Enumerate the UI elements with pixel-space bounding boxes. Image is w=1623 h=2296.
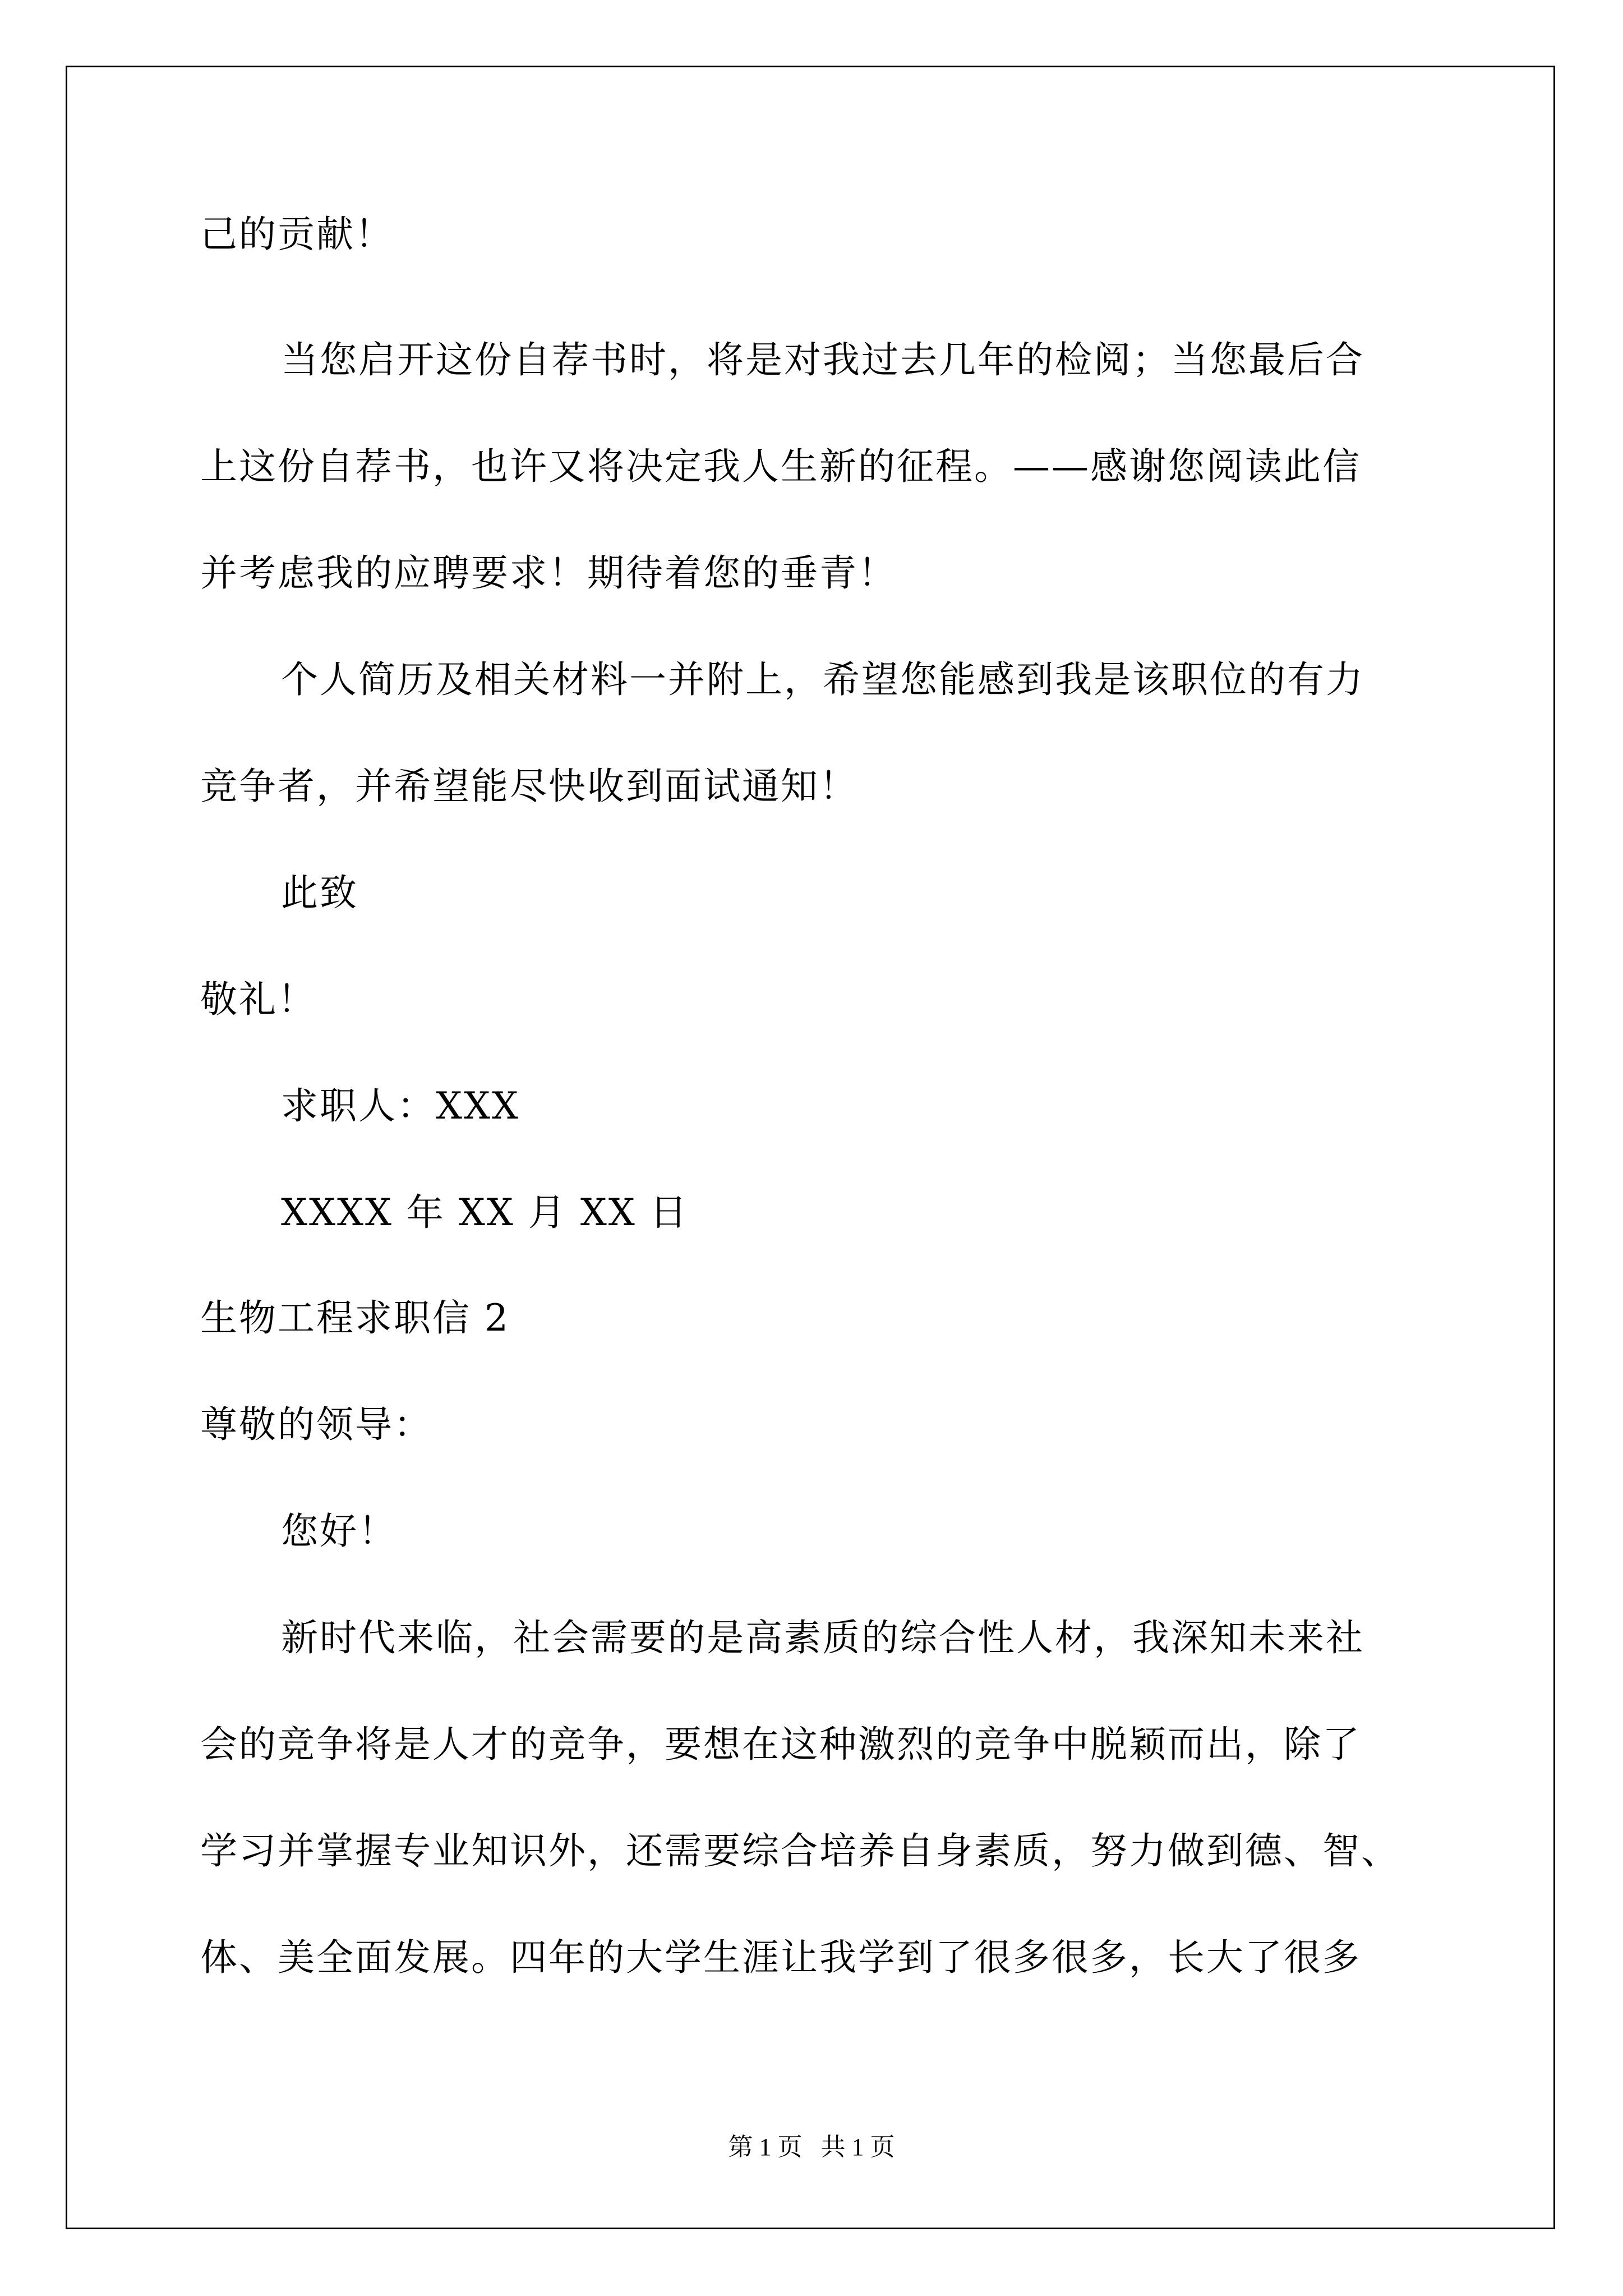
text-line: 此致 (281, 871, 358, 914)
text-line: 求职人：XXX (281, 1084, 520, 1128)
text-line: 您好！ (281, 1510, 397, 1553)
text-line: 己的贡献！ (200, 213, 394, 256)
text-line: 新时代来临，社会需要的是高素质的综合性人材，我深知未来社 (281, 1616, 1364, 1659)
text-line: 竞争者，并希望能尽快收到面试通知！ (200, 765, 858, 808)
page-number: 第 1 页 共 1 页 (728, 2133, 895, 2161)
section-heading: 生物工程求职信 2 (200, 1296, 510, 1340)
text-line: 学习并掌握专业知识外，还需要综合培养自身素质，努力做到德、智、 (200, 1829, 1400, 1872)
page-border (66, 66, 1555, 2229)
text-line: 敬礼！ (200, 978, 316, 1021)
text-line: 体、美全面发展。四年的大学生涯让我学到了很多很多，长大了很多 (200, 1936, 1361, 1979)
text-line: XXXX 年 XX 月 XX 日 (281, 1191, 689, 1234)
text-line: 个人简历及相关材料一并附上，希望您能感到我是该职位的有力 (281, 658, 1364, 701)
text-line: 上这份自荐书，也许又将决定我人生新的征程。——感谢您阅读此信 (200, 445, 1361, 488)
text-line: 会的竞争将是人才的竞争，要想在这种激烈的竞争中脱颖而出，除了 (200, 1723, 1361, 1766)
text-line: 尊敬的领导： (200, 1403, 432, 1446)
text-line: 并考虑我的应聘要求！期待着您的垂青！ (200, 551, 897, 595)
text-line: 当您启开这份自荐书时，将是对我过去几年的检阅；当您最后合 (281, 338, 1364, 381)
